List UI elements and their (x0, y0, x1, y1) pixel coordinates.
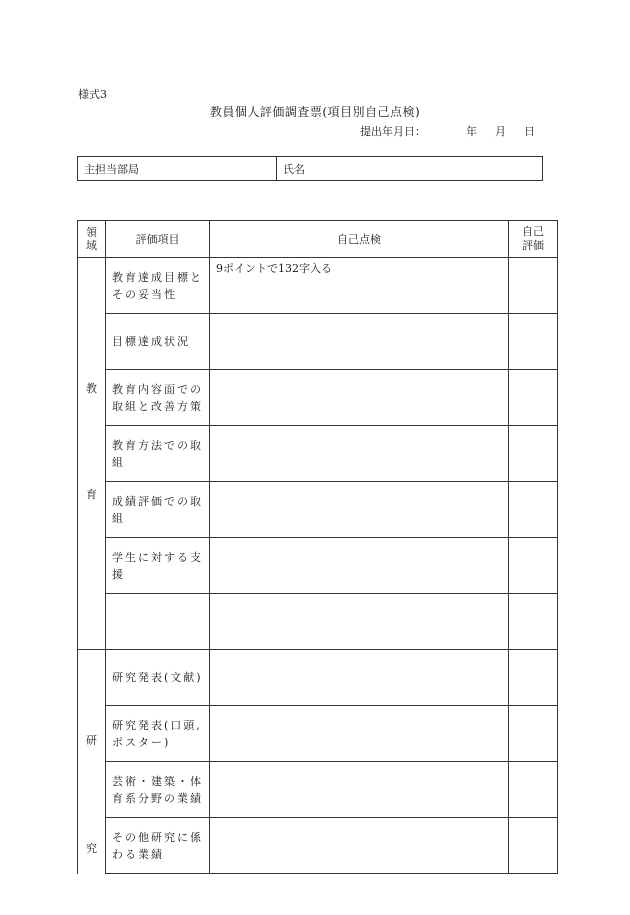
name-label: 氏名 (277, 157, 543, 181)
header-domain: 領域 (78, 221, 106, 258)
domain-education (78, 258, 106, 650)
header-row (78, 221, 558, 258)
self-eval-cell[interactable] (509, 314, 558, 370)
self-check-cell[interactable] (210, 650, 509, 706)
self-eval-cell[interactable] (509, 426, 558, 482)
dept-label: 主担当部局 (78, 157, 277, 181)
self-eval-cell[interactable] (509, 538, 558, 594)
self-eval-cell[interactable] (509, 762, 558, 818)
form-id: 様式3 (78, 88, 107, 101)
domain-research (78, 650, 106, 874)
submission-date-row (360, 123, 535, 139)
domain-research-char-2: 究 (86, 842, 97, 855)
domain-education-char-2: 育 (86, 488, 97, 501)
header-self-eval: 自己評価 (509, 221, 558, 258)
self-check-cell[interactable] (210, 538, 509, 594)
eval-item: 研究発表(文献) (106, 650, 210, 706)
info-table (77, 156, 543, 181)
self-eval-cell[interactable] (509, 594, 558, 650)
self-check-cell[interactable] (210, 370, 509, 426)
eval-item: 教育方法での取組 (106, 426, 210, 482)
date-day: 日 (524, 125, 535, 138)
self-check-cell[interactable] (210, 762, 509, 818)
evaluation-table (77, 220, 558, 874)
eval-item: 教育達成目標とその妥当性 (106, 258, 210, 314)
self-eval-cell[interactable] (509, 650, 558, 706)
eval-item: 目標達成状況 (106, 314, 210, 370)
self-eval-cell[interactable] (509, 370, 558, 426)
self-eval-cell[interactable] (509, 818, 558, 874)
self-eval-cell[interactable] (509, 482, 558, 538)
eval-item: 教育内容面での取組と改善方策 (106, 370, 210, 426)
eval-item: 成績評価での取組 (106, 482, 210, 538)
header-item: 評価項目 (106, 221, 210, 258)
self-check-cell[interactable] (210, 594, 509, 650)
eval-item: 芸術・建築・体育系分野の業績 (106, 762, 210, 818)
domain-education-char-1: 教 (86, 382, 97, 395)
domain-research-char-1: 研 (86, 734, 97, 747)
date-month: 月 (495, 125, 506, 138)
self-eval-cell[interactable] (509, 706, 558, 762)
eval-item: 研究発表(口頭,ポスター) (106, 706, 210, 762)
self-eval-cell[interactable] (509, 258, 558, 314)
eval-item: 学生に対する支援 (106, 538, 210, 594)
date-label: 提出年月日： (360, 125, 426, 138)
self-check-cell[interactable] (210, 818, 509, 874)
eval-item: その他研究に係わる業績 (106, 818, 210, 874)
self-check-cell[interactable]: 9ポイントで132字入る (210, 258, 509, 314)
self-check-cell[interactable] (210, 482, 509, 538)
self-check-cell[interactable] (210, 314, 509, 370)
header-self-check: 自己点検 (210, 221, 509, 258)
date-year: 年 (466, 125, 477, 138)
page-title: 教員個人評価調査票(項目別自己点検) (209, 105, 421, 119)
self-check-cell[interactable] (210, 426, 509, 482)
eval-item (106, 594, 210, 650)
self-check-cell[interactable] (210, 706, 509, 762)
